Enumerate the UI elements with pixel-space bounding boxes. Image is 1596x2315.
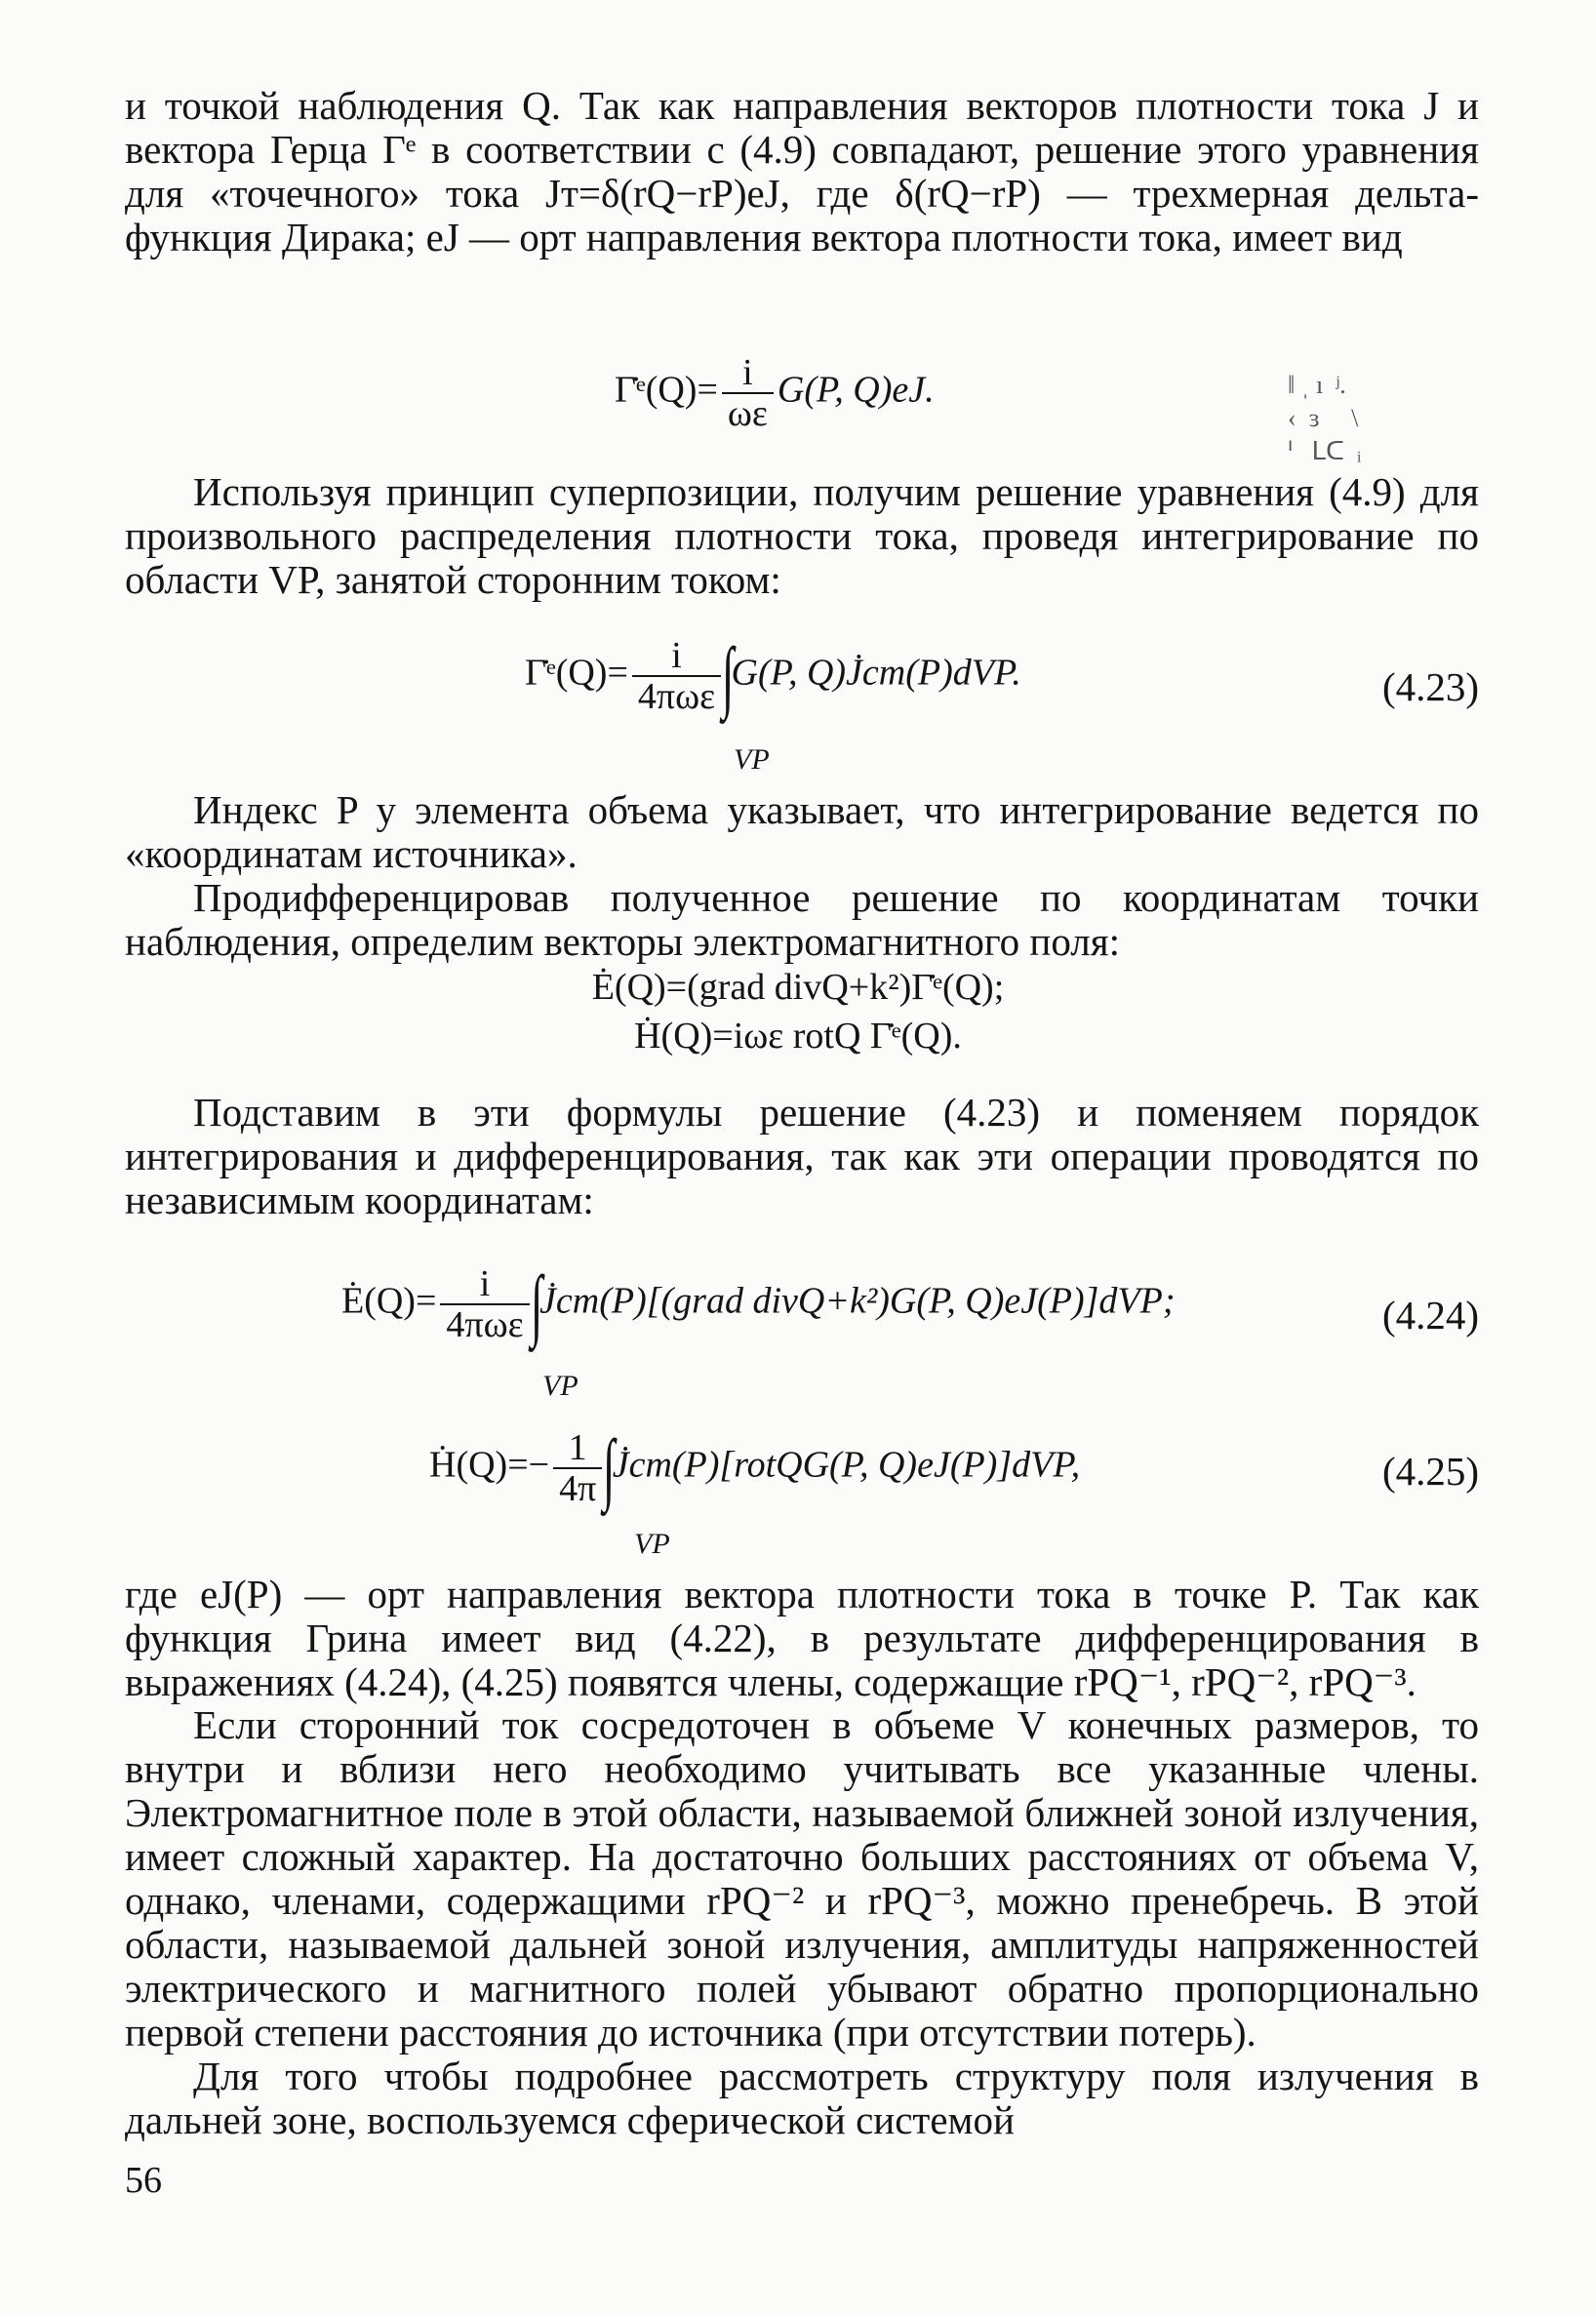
eq423-den: 4πωε bbox=[637, 676, 716, 717]
integral-sign: ∫ bbox=[530, 1259, 542, 1348]
paragraph-3: Индекс P у элемента объема указывает, что интегрирование ведется по «координатам источника». bbox=[125, 787, 1479, 876]
equation-4-24 bbox=[341, 1259, 1176, 1348]
paragraph-5: Подставим в эти формулы решение (4.23) и поменяем порядок интегрирования и дифференцирования, так как эти операции проводятся по независимым координатам: bbox=[125, 1090, 1479, 1222]
eq-point-num: i bbox=[722, 353, 774, 394]
eq425-integral-domain: VP bbox=[634, 1528, 670, 1560]
paragraph-4: Продифференцировав полученное решение по координатам точки наблюдения, определим векторы электромагнитного поля: bbox=[125, 875, 1479, 964]
integral-sign: ∫ bbox=[722, 631, 735, 720]
paragraph-1: и точкой наблюдения Q. Так как направления векторов плотности тока J и вектора Герца Γᵉ в соответствии с (4.9) совпадают, решение этого уравнения для «точечного» тока Jт=δ(rQ−rP)eJ, где δ(rQ−rP) — трехмерная дельта-функция Дирака; eJ — орт направления вектора плотности тока, имеет вид bbox=[125, 83, 1479, 259]
eq425-den: 4π bbox=[559, 1468, 597, 1509]
eq425-fraction bbox=[553, 1428, 602, 1508]
eq423-num: i bbox=[632, 636, 721, 677]
paragraph-2: Используя принцип суперпозиции, получим решение уравнения (4.9) для произвольного распределения плотности тока, проведя интегрирование по области VP, занятой сторонним током: bbox=[125, 469, 1479, 602]
eq423-number: (4.23) bbox=[1381, 664, 1479, 709]
eq424-den: 4πωε bbox=[446, 1304, 524, 1345]
equation-point-source bbox=[615, 353, 935, 433]
eq425-number: (4.25) bbox=[1381, 1449, 1479, 1494]
eq424-number: (4.24) bbox=[1381, 1293, 1479, 1337]
eq424-lhs: Ė(Q)= bbox=[341, 1280, 437, 1322]
eq424-fraction bbox=[440, 1264, 529, 1344]
eq424-integral-domain: VP bbox=[542, 1370, 579, 1402]
eq424-rhs: J̇ст(P)[(grad divQ+k²)G(P, Q)eJ(P)]dVP; bbox=[539, 1280, 1176, 1322]
page-number: 56 bbox=[125, 2160, 162, 2201]
eq425-lhs: Ḣ(Q)=− bbox=[429, 1444, 550, 1486]
eq424-num: i bbox=[440, 1264, 529, 1305]
eq423-lhs: Γ̇ᵉ(Q)= bbox=[525, 652, 628, 694]
eq-point-lhs: Γ̇ᵉ(Q)= bbox=[615, 369, 718, 411]
integral-sign: ∫ bbox=[603, 1423, 616, 1512]
margin-marks: ‖ ˌ ı ʲ. ‹ ɜ \ ᑊ ᒪᑕ ᵢ bbox=[1288, 371, 1362, 465]
eq-point-den: ωε bbox=[727, 393, 768, 434]
equation-H-field: Ḣ(Q)=iωε rotQ Γ̇ᵉ(Q). bbox=[634, 1016, 962, 1057]
paragraph-6: где eJ(P) — орт направления вектора плотности тока в точке P. Так как функция Грина имеет вид (4.22), в результате дифференцирования в выражениях (4.24), (4.25) появятся члены, содержащие rPQ⁻¹, rPQ⁻², rPQ⁻³. bbox=[125, 1572, 1479, 1704]
paragraph-7: Если сторонний ток сосредоточен в объеме V конечных размеров, то внутри и вблизи него необходимо учитывать все указанные члены. Электромагнитное поле в этой области, называемой ближней зоной излучения, имеет сложный характер. На достаточно больших расстояниях от объема V, однако, членами, содержащими rPQ⁻² и rPQ⁻³, можно пренебречь. В этой области, называемой дальней зоной излучения, амплитуды напряженностей электрического и магнитного полей убывают обратно пропорционально первой степени расстояния до источника (при отсутствии потерь). bbox=[125, 1702, 1479, 2055]
equation-4-23 bbox=[525, 631, 1021, 720]
eq423-integral-domain: VP bbox=[734, 743, 770, 776]
eq425-rhs: J̇ст(P)[rotQG(P, Q)eJ(P)]dVP, bbox=[612, 1444, 1081, 1486]
eq-point-fraction bbox=[722, 353, 774, 433]
equation-E-field: Ė(Q)=(grad divQ+k²)Γ̇ᵉ(Q); bbox=[591, 967, 1005, 1008]
paragraph-8: Для того чтобы подробнее рассмотреть структуру поля излучения в дальней зоне, воспользуемся сферической системой bbox=[125, 2054, 1479, 2142]
eq423-rhs: G(P, Q)J̇ст(P)dVP. bbox=[731, 652, 1021, 694]
eq-point-rhs: G(P, Q)eJ. bbox=[777, 369, 935, 411]
equation-4-25 bbox=[429, 1423, 1081, 1512]
eq423-fraction bbox=[632, 636, 721, 716]
eq425-num: 1 bbox=[553, 1428, 602, 1469]
